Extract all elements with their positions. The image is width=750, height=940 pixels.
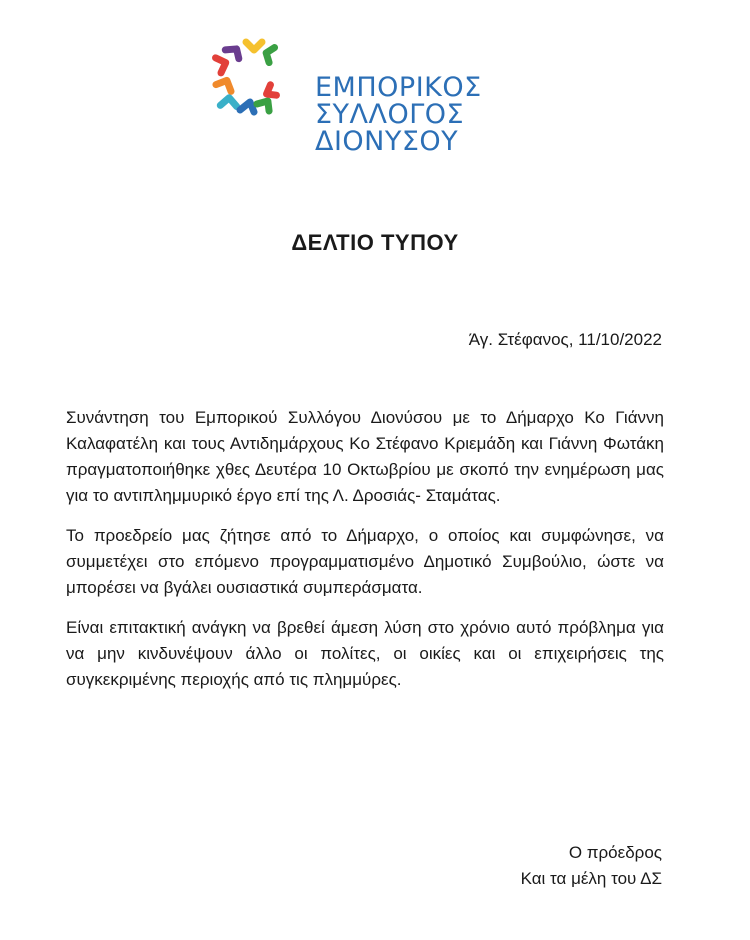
document-title: ΔΕΛΤΙΟ ΤΥΠΟΥ xyxy=(291,230,459,255)
signature-line-1: Ο πρόεδρος xyxy=(568,843,662,862)
logo-wordmark xyxy=(315,74,482,155)
signature-line-2: Και τα μέλη του ΔΣ xyxy=(520,869,662,888)
paragraph-2: Το προεδρείο μας ζήτησε από το Δήμαρχο, ο οποίος και συμφώνησε, να συμμετέχει στο επόμενο προγραμματισμένο Δημοτικό Συμβούλιο, ώστε να μπορέσει να βγάλει ουσιαστικά συμπεράσματα. xyxy=(66,526,664,597)
logo-line-1: ΕΜΠΟΡΙΚΟΣ xyxy=(315,72,482,103)
paragraph-3: Είναι επιτακτική ανάγκη να βρεθεί άμεση λύση στο χρόνιο αυτό πρόβλημα για να μην κινδυνέψουν άλλο οι πολίτες, οι οικίες και οι επιχειρήσεις της συγκεκριμένης περιοχής από τις πλημμύρες. xyxy=(66,618,664,689)
place-and-date: Άγ. Στέφανος, 11/10/2022 xyxy=(468,330,662,349)
document-body xyxy=(66,405,664,707)
logo-line-2: ΣΥΛΛΟΓΟΣ xyxy=(315,99,465,130)
paragraph-1: Συνάντηση του Εμπορικού Συλλόγου Διονύσου με το Δήμαρχο Κο Γιάννη Καλαφατέλη και τους Αντιδημάρχους Κο Στέφανο Κριεμάδη και Γιάννη Φωτάκη πραγματοποιήθηκε χθες Δευτέρα 10 Οκτωβρίου με σκοπό την ενημέρωση μας για το αντιπλημμυρικό έργο επί της Λ. Δροσιάς- Σταμάτας. xyxy=(66,408,664,505)
signature-block xyxy=(521,840,662,892)
logo-arrows-icon xyxy=(210,38,310,118)
logo-line-3: ΔΙΟΝΥΣΟΥ xyxy=(315,126,459,157)
association-logo xyxy=(210,38,530,163)
